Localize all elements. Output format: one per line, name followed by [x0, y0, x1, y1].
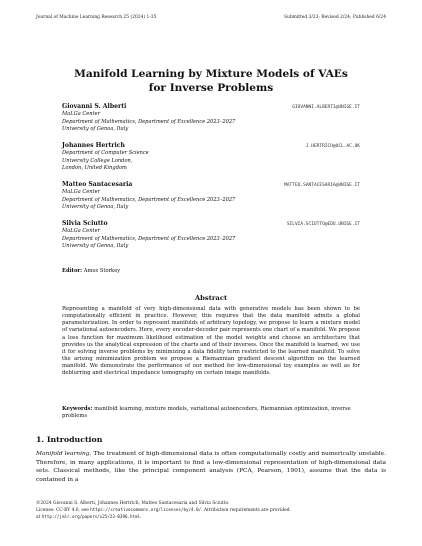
author-affiliation: University of Genoa, Italy	[62, 243, 129, 250]
submission-dates: Submitted 3/23; Revised 2/24; Published 6/24	[283, 15, 386, 20]
title-line-1: Manifold Learning by Mixture Models of VAEs	[74, 68, 348, 80]
abstract-heading: Abstract	[194, 294, 228, 302]
author-email[interactable]: MATTEO.SANTACESARIA@UNIGE.IT	[284, 183, 360, 188]
author-email[interactable]: SILVIA.SCIUTTO@EDU.UNIGE.IT	[286, 222, 360, 227]
intro-paragraph	[36, 450, 386, 485]
author-email[interactable]: GIOVANNI.ALBERTI@UNIGE.IT	[292, 105, 360, 110]
author-name: Giovanni S. Alberti	[62, 103, 127, 110]
journal-reference: Journal of Machine Learning Research 25 (2024) 1-35	[36, 15, 157, 20]
paper-title	[0, 68, 422, 95]
abstract-body: Representing a manifold of very high-dimensional data with generative models has been shown to be computationally efficient in practice. However, this requires that the data manifold admits a global parameterization. In order to represent manifolds of arbitrary topology, we propose to learn a mixture model of variational autoencoders. Here, every encoder-decoder pair represents one chart of a manifold. We propose a loss function for maximum likelihood estimation of the model weights and choose an architecture that provides us the analytical expression of the charts and of their inverses. Once the manifold is learned, we use it for solving inverse problems by minimizing a data fidelity term restricted to the learned manifold. To solve the arising minimization problem we propose a Riemannian gradient descent algorithm on the learned manifold. We demonstrate the performance of our method for low-dimensional toy examples as well as for deblurring and electrical impedance tomography on certain image manifolds.	[62, 306, 360, 377]
intro-lead: Manifold learning.	[36, 451, 92, 457]
author-block	[62, 103, 360, 134]
author-affiliation: University College London,	[62, 157, 133, 164]
author-name: Silvia Sciutto	[62, 220, 108, 227]
author-block	[62, 220, 360, 251]
author-affiliation: MaLGa Center	[62, 189, 101, 196]
keywords-text: manifold learning, mixture models, variational autoencoders, Riemannian optimization, inverse problems	[62, 406, 351, 420]
paper-link[interactable]: http://jmlr.org/papers/v25/23-0396.html	[41, 514, 141, 520]
license-line	[36, 507, 386, 514]
author-affiliation: University of Genoa, Italy	[62, 204, 129, 211]
author-block	[62, 142, 360, 173]
keywords-label: Keywords:	[62, 406, 93, 412]
author-block	[62, 181, 360, 212]
keywords-line	[62, 406, 360, 420]
page-footer	[36, 501, 386, 522]
section-heading: 1. Introduction	[36, 435, 103, 444]
attribution-prefix: at	[36, 515, 42, 521]
author-affiliation: London, United Kingdom	[62, 165, 127, 172]
copyright-notice: ©2024 Giovanni S. Alberti, Johannes Hertrich, Matteo Santacesaria and Silvia Sciutto.	[36, 501, 230, 506]
license-prefix: License: CC-BY 4.0, see	[36, 508, 91, 514]
author-name: Johannes Hertrich	[62, 142, 125, 149]
author-affiliation: Department of Computer Science	[62, 150, 149, 157]
author-affiliation: Department of Mathematics, Department of Excellence 2023–2027	[62, 118, 236, 125]
author-email[interactable]: J.HERTRICH@UCL.AC.UK	[305, 144, 360, 149]
author-affiliation: University of Genoa, Italy	[62, 126, 129, 133]
running-header	[36, 15, 386, 21]
author-affiliation: Department of Mathematics, Department of Excellence 2023–2027	[62, 196, 236, 203]
author-affiliation: MaLGa Center	[62, 111, 101, 118]
editor-line	[62, 268, 120, 274]
license-link[interactable]: https://creativecommons.org/licenses/by/4.0/	[90, 507, 202, 513]
license-suffix: . Attribution requirements are provided	[201, 508, 290, 514]
attribution-line	[36, 514, 386, 521]
editor-name: Amos Storkey	[83, 268, 121, 274]
author-affiliation: Department of Mathematics, Department of Excellence 2023–2027	[62, 235, 236, 242]
attribution-suffix: .	[140, 515, 142, 521]
editor-label: Editor:	[62, 268, 83, 274]
intro-text: The treatment of high-dimensional data is often computationally costly and numerically unstable. Therefore, in many applications, it is important to find a low-dimensional representation of high-dimensional data sets. Classical methods, like the principal component analysis (PCA, Pearson, 1901), assume that the data is contained in a	[36, 451, 386, 484]
author-name: Matteo Santacesaria	[62, 181, 133, 188]
author-affiliation: MaLGa Center	[62, 228, 101, 235]
title-line-2: for Inverse Problems	[148, 81, 274, 94]
